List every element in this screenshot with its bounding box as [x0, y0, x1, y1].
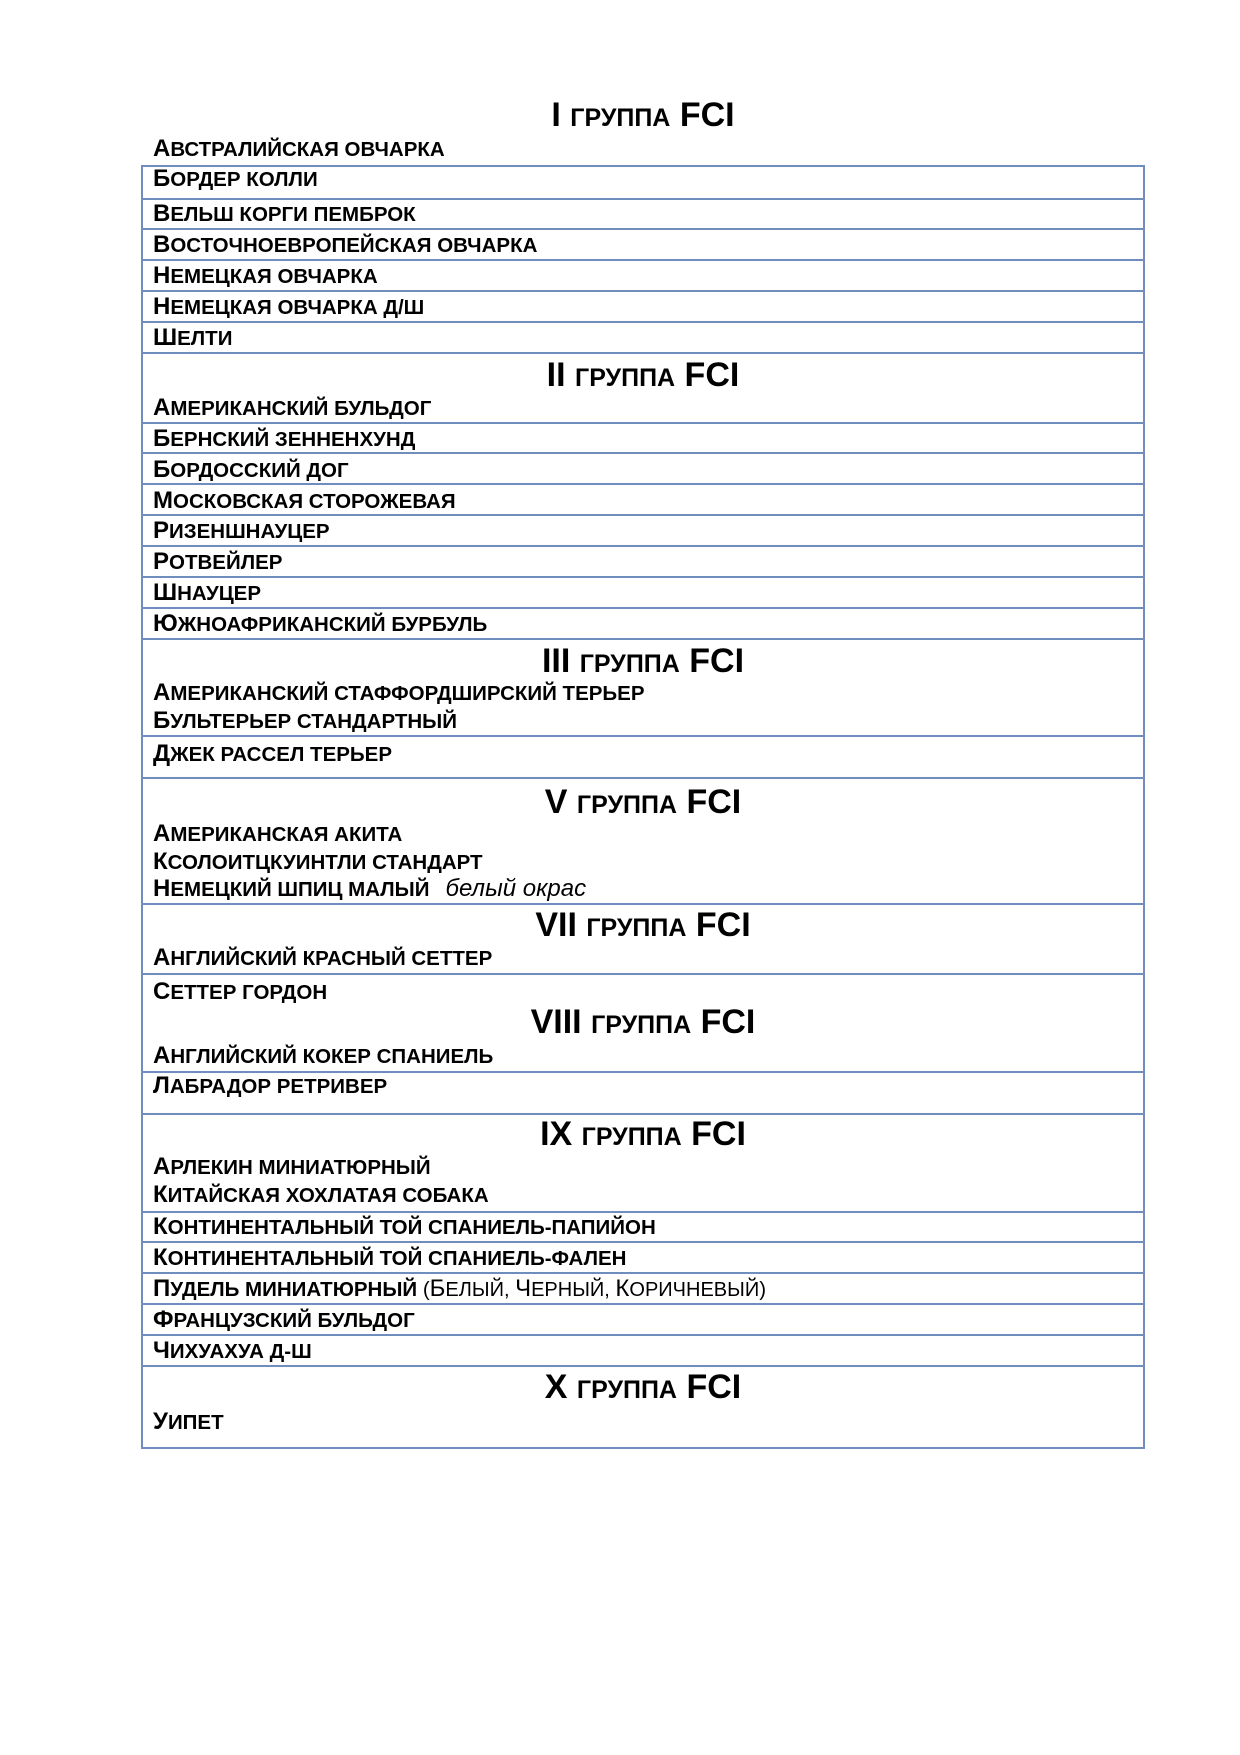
breed-item: НЕМЕЦКАЯ ОВЧАРКА: [153, 262, 378, 289]
breed-item: АРЛЕКИН МИНИАТЮРНЫЙ: [153, 1153, 431, 1180]
group-heading-3: III ГРУППА FCI: [541, 642, 745, 680]
row-divider: [141, 1303, 1145, 1305]
breed-item: ШНАУЦЕР: [153, 579, 262, 606]
row-divider: [141, 638, 1145, 640]
row-divider: [141, 607, 1145, 609]
breed-item: РИЗЕНШНАУЦЕР: [153, 517, 330, 544]
breed-item: ЮЖНОАФРИКАНСКИЙ БУРБУЛЬ: [153, 610, 488, 637]
breed-item: ВЕЛЬШ КОРГИ ПЕМБРОК: [153, 200, 416, 227]
breed-item: АНГЛИЙСКИЙ КРАСНЫЙ СЕТТЕР: [153, 944, 493, 971]
row-divider: [141, 422, 1145, 424]
breed-item: АМЕРИКАНСКАЯ АКИТА: [153, 820, 403, 847]
breed-item: КОНТИНЕНТАЛЬНЫЙ ТОЙ СПАНИЕЛЬ-ФАЛЕН: [153, 1244, 627, 1271]
breed-item: РОТВЕЙЛЕР: [153, 548, 283, 575]
breed-item: КИТАЙСКАЯ ХОХЛАТАЯ СОБАКА: [153, 1181, 489, 1208]
breed-item: НЕМЕЦКАЯ ОВЧАРКА Д/Ш: [153, 293, 425, 320]
group-heading-5: V ГРУППА FCI: [544, 783, 742, 821]
row-divider: [141, 290, 1145, 292]
color-note: белый окрас: [445, 875, 587, 902]
breed-item: АВСТРАЛИЙСКАЯ ОВЧАРКА: [153, 135, 445, 162]
breed-item: АМЕРИКАНСКИЙ БУЛЬДОГ: [153, 394, 432, 421]
breed-item: ДЖЕК РАССЕЛ ТЕРЬЕР: [153, 740, 392, 767]
breed-item: УИПЕТ: [153, 1408, 224, 1435]
breed-item: БОРДОССКИЙ ДОГ: [153, 456, 349, 483]
row-divider: [141, 973, 1145, 975]
breed-item: НЕМЕЦКИЙ ШПИЦ МАЛЫЙ белый окрас: [153, 875, 587, 902]
breed-item: КОНТИНЕНТАЛЬНЫЙ ТОЙ СПАНИЕЛЬ-ПАПИЙОН: [153, 1213, 656, 1240]
breed-item: ЛАБРАДОР РЕТРИВЕР: [153, 1072, 388, 1099]
row-divider: [141, 1272, 1145, 1274]
row-divider: [141, 576, 1145, 578]
row-divider: [141, 777, 1145, 779]
row-divider: [141, 259, 1145, 261]
breed-item: ВОСТОЧНОЕВРОПЕЙСКАЯ ОВЧАРКА: [153, 231, 538, 258]
group-heading-8: VIII ГРУППА FCI: [530, 1003, 756, 1041]
row-divider: [141, 735, 1145, 737]
breed-item: ЧИХУАХУА Д-Ш: [153, 1337, 312, 1364]
row-divider: [141, 1241, 1145, 1243]
group-heading-1: I ГРУППА FCI: [551, 96, 735, 134]
breed-item: ШЕЛТИ: [153, 324, 233, 351]
breed-item: СЕТТЕР ГОРДОН: [153, 978, 328, 1005]
color-note: (БЕЛЫЙ, ЧЕРНЫЙ, КОРИЧНЕВЫЙ): [417, 1275, 767, 1302]
row-divider: [141, 545, 1145, 547]
row-divider: [141, 228, 1145, 230]
breed-item: КСОЛОИТЦКУИНТЛИ СТАНДАРТ: [153, 848, 483, 875]
breed-item: БУЛЬТЕРЬЕР СТАНДАРТНЫЙ: [153, 707, 457, 734]
group-heading-9: IX ГРУППА FCI: [540, 1115, 746, 1153]
row-divider: [141, 1334, 1145, 1336]
row-divider: [141, 321, 1145, 323]
breed-item: ПУДЕЛЬ МИНИАТЮРНЫЙ (БЕЛЫЙ, ЧЕРНЫЙ, КОРИЧНЕВЫЙ): [153, 1275, 767, 1302]
breed-item: БЕРНСКИЙ ЗЕННЕНХУНД: [153, 425, 416, 452]
breed-item: АНГЛИЙСКИЙ КОКЕР СПАНИЕЛЬ: [153, 1042, 494, 1069]
row-divider: [141, 198, 1145, 200]
group-heading-2: II ГРУППА FCI: [546, 356, 740, 394]
breed-item: ФРАНЦУЗСКИЙ БУЛЬДОГ: [153, 1306, 415, 1333]
breed-item: МОСКОВСКАЯ СТОРОЖЕВАЯ: [153, 487, 456, 514]
row-divider: [141, 1211, 1145, 1213]
breed-item: АМЕРИКАНСКИЙ СТАФФОРДШИРСКИЙ ТЕРЬЕР: [153, 679, 645, 706]
breed-item: БОРДЕР КОЛЛИ: [153, 165, 318, 192]
row-divider: [141, 352, 1145, 354]
group-heading-10: X ГРУППА FCI: [544, 1368, 742, 1406]
group-heading-7: VII ГРУППА FCI: [535, 906, 751, 944]
